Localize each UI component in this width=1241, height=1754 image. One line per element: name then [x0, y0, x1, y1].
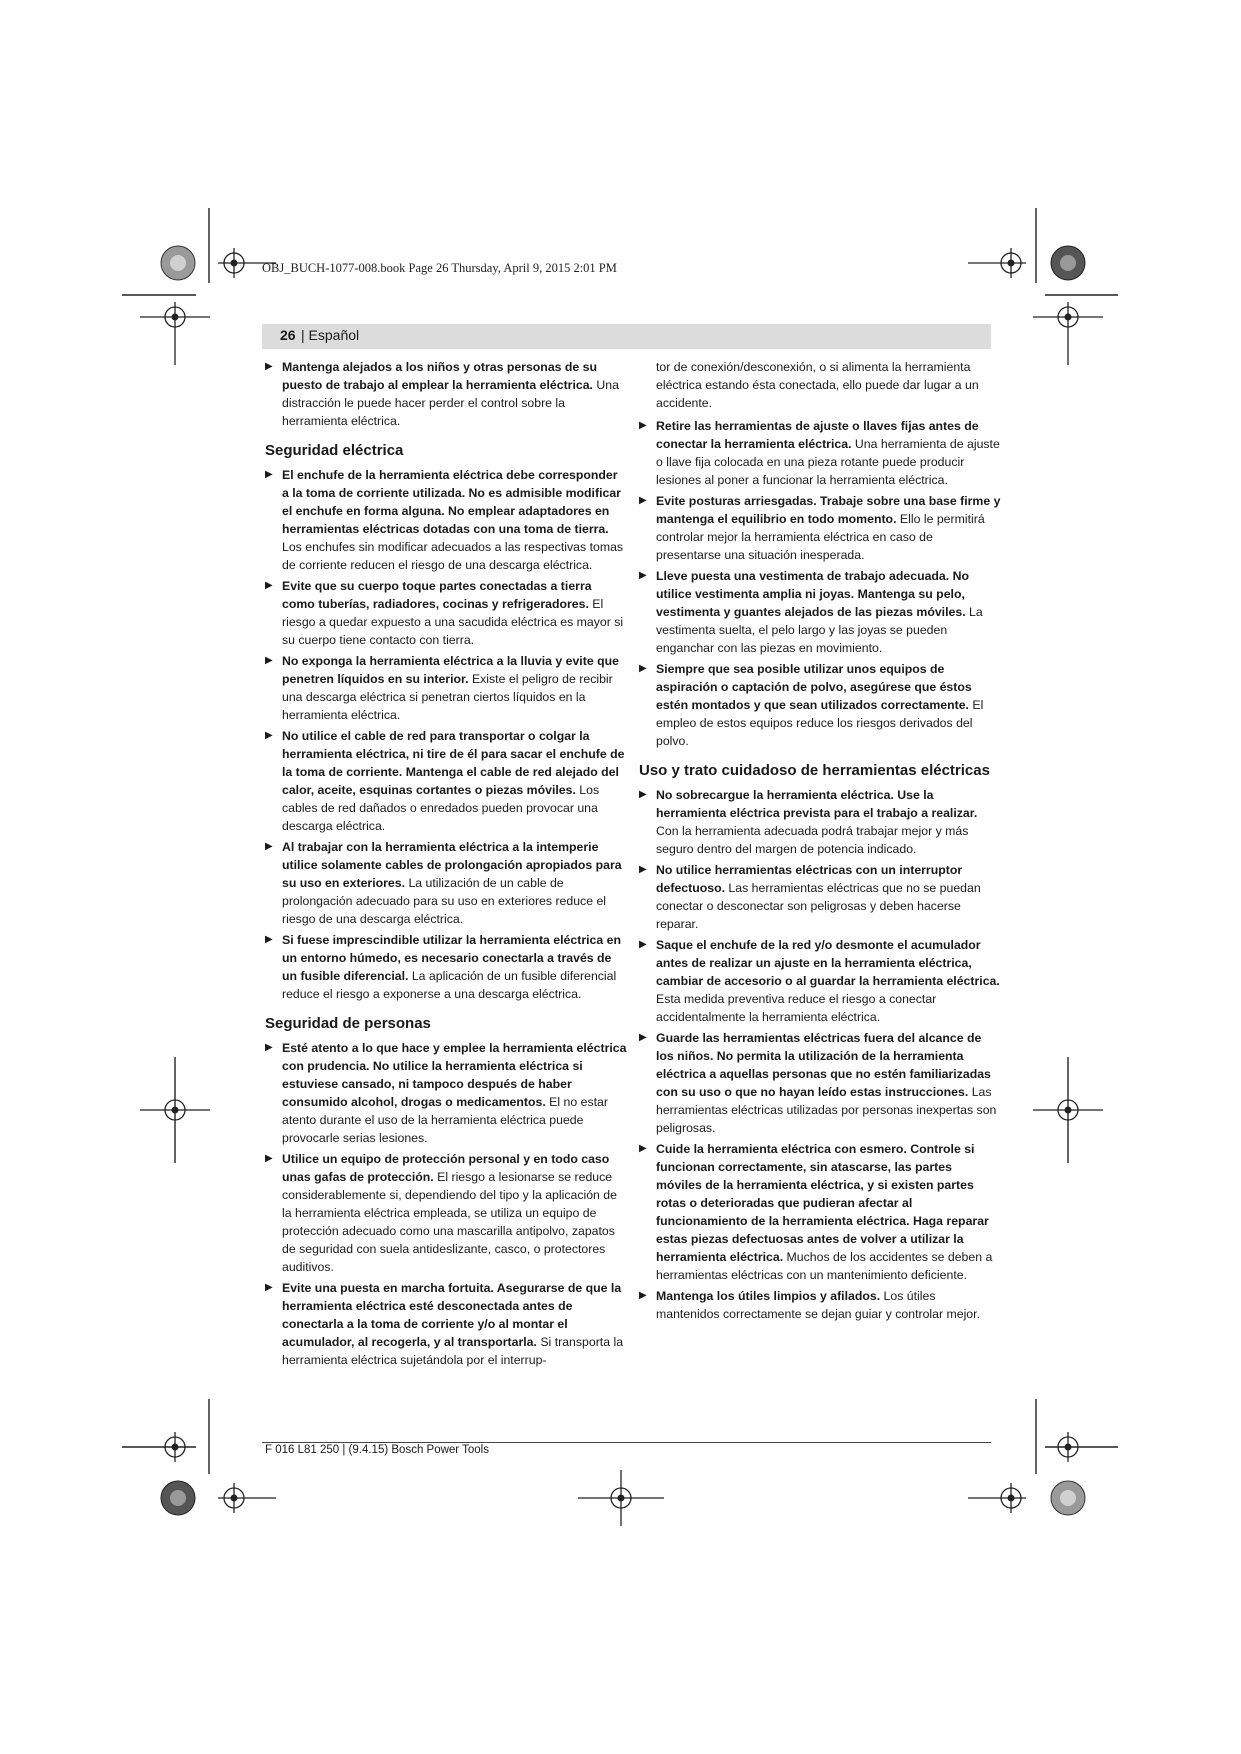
- list-item: ▶ No exponga la herramienta eléctrica a la lluvia y evite que penetren líquidos en su interior. Existe el peligro de recibir una descarga eléctrica si penetran ciertos líquidos en la herramienta eléctrica.: [265, 654, 619, 722]
- left-column: [265, 358, 627, 1372]
- bullet-icon: ▶: [639, 939, 647, 950]
- list-item: ▶ Guarde las herramientas eléctricas fuera del alcance de los niños. No permita la utilización de la herramienta eléctrica a aquellas personas que no estén familiarizadas con su uso o que no hayan leído estas instrucciones. Las herramientas eléctricas utilizadas por personas inexpertas son peligrosas.: [639, 1031, 997, 1135]
- bullet-icon: ▶: [265, 469, 273, 480]
- bullet-icon: ▶: [265, 841, 273, 852]
- list-item: ▶ No sobrecargue la herramienta eléctrica. Use la herramienta eléctrica prevista para el trabajo a realizar. Con la herramienta adecuada podrá trabajar mejor y más seguro dentro del margen de potencia indicado.: [639, 788, 978, 856]
- list-item: ▶ Evite una puesta en marcha fortuita. Asegurarse de que la herramienta eléctrica esté desconectada antes de conectarla a la toma de corriente y/o al montar el acumulador, al recogerla, y al transportarla. Si transporta la herramienta eléctrica sujetándola por el interrup-: [265, 1281, 624, 1367]
- section-heading: Uso y trato cuidadoso de herramientas eléctricas: [639, 762, 990, 779]
- list-item: ▶ Utilice un equipo de protección personal y en todo caso unas gafas de protección. El riesgo a lesionarse se reduce considerablemente si, dependiendo del tipo y la aplicación de la herramienta eléctrica empleada, se utiliza un equipo de protección adecuado como una mascarilla antipolvo, zapatos de seguridad con suela antideslizante, casco, o protectores auditivos.: [265, 1152, 617, 1274]
- list-item: ▶ Lleve puesta una vestimenta de trabajo adecuada. No utilice vestimenta amplia ni joyas. Mantenga su pelo, vestimenta y guantes alejados de las piezas móviles. La vestimenta suelta, el pelo largo y las joyas se pueden enganchar con las piezas en movimiento.: [639, 569, 983, 655]
- bullet-icon: ▶: [265, 361, 273, 372]
- list-item: ▶ Cuide la herramienta eléctrica con esmero. Controle si funcionan correctamente, sin atascarse, las partes móviles de la herramienta eléctrica, y si existen partes rotas o deterioradas que pudieran afectar al funcionamiento de la herramienta eléctrica. Haga reparar estas piezas defectuosas antes de volver a utilizar la herramienta eléctrica. Muchos de los accidentes se deben a herramientas eléctricas con un mantenimiento deficiente.: [639, 1142, 993, 1282]
- bullet-icon: ▶: [265, 1153, 273, 1164]
- bullet-icon: ▶: [639, 1032, 647, 1043]
- list-item: ▶ Evite posturas arriesgadas. Trabaje sobre una base firme y mantenga el equilibrio en todo momento. Ello le permitirá controlar mejor la herramienta eléctrica en caso de presentarse una situación inesperada.: [639, 494, 1001, 562]
- header-language: | Español: [301, 327, 360, 343]
- bullet-icon: ▶: [639, 663, 647, 674]
- list-item: ▶ No utilice herramientas eléctricas con un interruptor defectuoso. Las herramientas eléctricas que no se puedan conectar o desconectar son peligrosas y deben hacerse reparar.: [639, 863, 981, 931]
- bullet-icon: ▶: [639, 495, 647, 506]
- bullet-icon: ▶: [639, 1143, 647, 1154]
- bullet-icon: ▶: [639, 420, 647, 431]
- bullet-icon: ▶: [639, 1290, 647, 1301]
- list-item: ▶ Saque el enchufe de la red y/o desmonte el acumulador antes de realizar un ajuste en la herramienta eléctrica, cambiar de accesorio o al guardar la herramienta eléctrica. Esta medida preventiva reduce el riesgo a conectar accidentalmente la herramienta eléctrica.: [639, 938, 1000, 1024]
- list-item: ▶ No utilice el cable de red para transportar o colgar la herramienta eléctrica, ni tire de él para sacar el enchufe de la toma de corriente. Mantenga el cable de red alejado del calor, aceite, esquinas cortantes o piezas móviles. Los cables de red dañados o enredados pueden provocar una descarga eléctrica.: [265, 729, 625, 833]
- list-item: ▶ Mantenga alejados a los niños y otras personas de su puesto de trabajo al emplear la herramienta eléctrica. Una distracción le puede hacer perder el control sobre la herramienta eléctrica.: [265, 360, 619, 428]
- continued-text: tor de conexión/desconexión, o si alimenta la herramienta eléctrica estando ésta conectada, ello puede dar lugar a un accidente.: [656, 360, 979, 410]
- bullet-icon: ▶: [639, 789, 647, 800]
- list-item: ▶ Si fuese imprescindible utilizar la herramienta eléctrica en un entorno húmedo, es necesario conectarla a través de un fusible diferencial. La aplicación de un fusible diferencial reduce el riesgo a exponerse a una descarga eléctrica.: [265, 933, 621, 1001]
- page-footer: F 016 L81 250 | (9.4.15) Bosch Power Tools: [265, 1444, 489, 1456]
- bullet-icon: ▶: [265, 1042, 273, 1053]
- list-item: ▶ Mantenga los útiles limpios y afilados. Los útiles mantenidos correctamente se dejan guiar y controlar mejor.: [639, 1289, 980, 1321]
- bullet-icon: ▶: [265, 580, 273, 591]
- list-item: ▶ Retire las herramientas de ajuste o llaves fijas antes de conectar la herramienta eléctrica. Una herramienta de ajuste o llave fija colocada en una pieza rotante puede producir lesiones al poner a funcionar la herramienta eléctrica.: [639, 419, 1000, 487]
- bullet-icon: ▶: [265, 934, 273, 945]
- page-header: [262, 324, 991, 349]
- bullet-icon: ▶: [639, 864, 647, 875]
- page-number: 26: [280, 327, 296, 343]
- list-item: ▶ Al trabajar con la herramienta eléctrica a la intemperie utilice solamente cables de prolongación apropiados para su uso en exteriores. La utilización de un cable de prolongación adecuado para su uso en exteriores reduce el riesgo de una descarga eléctrica.: [265, 840, 622, 926]
- right-column: [639, 358, 1001, 1326]
- list-item: ▶ Evite que su cuerpo toque partes conectadas a tierra como tuberías, radiadores, cocinas y refrigeradores. El riesgo a quedar expuesto a una sacudida eléctrica es mayor si su cuerpo tiene contacto con tierra.: [265, 579, 624, 647]
- list-item: ▶ Siempre que sea posible utilizar unos equipos de aspiración o captación de polvo, asegúrese que éstos estén montados y que sean utilizados correctamente. El empleo de estos equipos reduce los riesgos derivados del polvo.: [639, 662, 984, 748]
- list-item: ▶ Esté atento a lo que hace y emplee la herramienta eléctrica con prudencia. No utilice la herramienta eléctrica si estuviese cansado, ni tampoco después de haber consumido alcohol, drogas o medicamentos. El no estar atento durante el uso de la herramienta eléctrica puede provocarle serias lesiones.: [265, 1041, 627, 1145]
- bullet-icon: ▶: [639, 570, 647, 581]
- footer-divider: [262, 1442, 991, 1443]
- bullet-icon: ▶: [265, 730, 273, 741]
- list-item: ▶ El enchufe de la herramienta eléctrica debe corresponder a la toma de corriente utilizada. No es admisible modificar el enchufe en forma alguna. No emplear adaptadores en herramientas eléctricas dotadas con una toma de tierra. Los enchufes sin modificar adecuados a las respectivas tomas de corriente reducen el riesgo de una descarga eléctrica.: [265, 468, 624, 572]
- bullet-icon: ▶: [265, 1282, 273, 1293]
- file-info: OBJ_BUCH-1077-008.book Page 26 Thursday, April 9, 2015 2:01 PM: [262, 261, 617, 275]
- bullet-icon: ▶: [265, 655, 273, 666]
- section-heading: Seguridad de personas: [265, 1015, 431, 1032]
- section-heading: Seguridad eléctrica: [265, 442, 404, 459]
